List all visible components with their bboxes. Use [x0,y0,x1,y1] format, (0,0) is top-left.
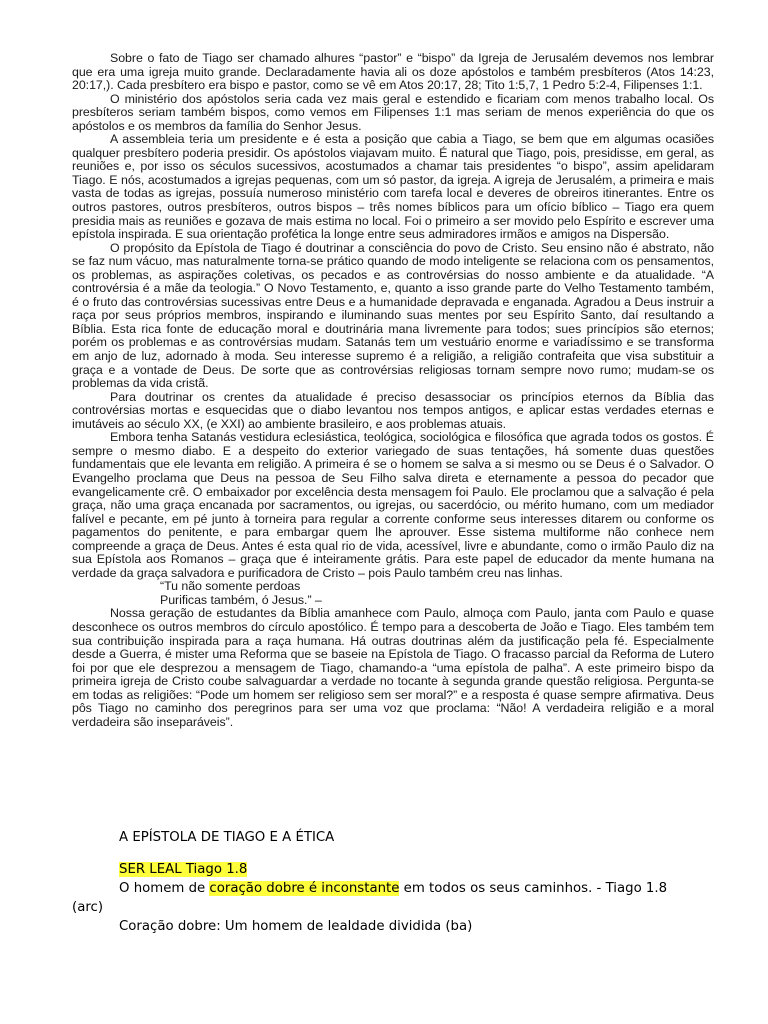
paragraph-geracao: Nossa geração de estudantes da Bíblia amanhece com Paulo, almoça com Paulo, janta com Paulo e quase desconhece os outros membros do círculo apostólico. É tempo para a descoberta de João e Tiago. Eles também tem sua contribuição inspirada para a raça humana. Há outras doutrinas além da justificação pela fé. Especialmente desde a Guerra, é mister uma Reforma que se baseie na Epístola de Tiago. O fracasso parcial da Reforma de Lutero foi por que ele desprezou a mensagem de Tiago, chamando-a “uma epístola de palha”. A este primeiro bispo da primeira igreja de Cristo coube salvaguardar a verdade no tocante à segunda grande questão religiosa. Pergunta-se em todas as religiões: “Pode um homem ser religioso sem ser moral?” e a resposta é quase sempre afirmativa. Deus pôs Tiago no caminho dos peregrinos para ser uma voz que proclama: “Não! A verdadeira religião e a moral verdadeira são inseparáveis”. [72,606,714,729]
verse-version: (arc) [72,900,104,915]
ethics-section [72,828,714,936]
verse-start: O homem de [119,881,210,896]
paragraph-satanas: Embora tenha Satanás vestidura eclesiástica, teológica, sociológica e filosófica que agrada todos os gostos. É sempre o mesmo diabo. E a despeito do exterior variegado de suas tentações, há somente duas questões fundamentais que ele levanta em religião. A primeira é se o homem se salva a si mesmo ou se Deus é o Salvador. O Evangelho proclama que Deus na pessoa de Seu Filho salva direta e eternamente a pessoa do pecador que evangelicamente crê. O embaixador por excelência desta mensagem foi Paulo. Ele proclamou que a salvação é pela graça, não uma graça encanada por sacramentos, ou igrejas, ou sacerdócio, ou mérito humano, com um mediador falível e pecante, em pé junto à torneira para regular a corrente conforme seus interesses ditarem ou conforme os pagamentos do penitente, e para embargar quem lhe aprouver. Esse sistema multiforme não conhece nem compreende a graça de Deus. Antes é esta qual rio de vida, acessível, livre e abundante, como o irmão Paulo diz na sua Epístola aos Romanos – graça que é inteiramente grátis. Para este papel de educador da mente humana na verdade da graça salvadora e purificadora de Cristo – pois Paulo também creu nas linhas. [72,430,714,580]
document-body [72,52,714,729]
paragraph-proposito: O propósito da Epístola de Tiago é doutrinar a consciência do povo de Cristo. Seu ensino não é abstrato, não se faz num vácuo, mas naturalmente torna-se prático quando de modo inteligente se relaciona com os pensamentos, os problemas, as aspirações coletivas, os pecados e as controvérsias do nosso ambiente e da atualidade. “A controvérsia é a mãe da teologia.” O Novo Testamento, e, quanto a isso grande parte do Velho Testamento também, é o fruto das controvérsias sucessivas entre Deus e a humanidade depravada e enganada. Agradou a Deus instruir a raça por seus próprios membros, inspirando e iluminando suas mentes por seu Espírito Santo, daí resultando a Bíblia. Esta rica fonte de educação moral e doutrinária mana livremente para todos; sues princípios são eternos; porém os problemas e as controvérsias mudam. Satanás tem um vestuário enorme e variadíssimo e se transforma em anjo de luz, adornado à moda. Seu interesse supremo é a religião, a religião contrafeita que visa substituir a graça e a vontade de Deus. De sorte que as controvérsias religiosas tornam sempre novo rumo; mudam-se os problemas da vida cristã. [72,240,714,391]
highlighted-subheading: SER LEAL Tiago 1.8 [119,862,248,877]
verse-highlight: coração dobre é inconstante [209,881,400,896]
paragraph-doutrinar: Para doutrinar os crentes da atualidade é preciso desassociar os princípios eternos da Bíblia das controvérsias mortas e esquecidas que o diabo levantou nos tempos antigos, e aplicar estas verdades eternas e imutáveis ao século XX, (e XXI) ao ambiente brasileiro, e aos problemas atuais. [72,389,714,431]
verse-line [72,879,714,898]
paragraph-ministerio: O ministério dos apóstolos seria cada vez mais geral e estendido e ficariam com menos trabalho local. Os presbíteros seriam também bispos, como vemos em Filipenses 1:1 mas seriam de menos experiência do que os apóstolos e os membros da família do Senhor Jesus. [72,91,714,133]
verse-end: em todos os seus caminhos. - Tiago 1.8 [399,881,668,896]
quote-line-1: “Tu não somente perdoas [160,579,301,594]
subheading-line [72,860,714,879]
definition-line: Coração dobre: Um homem de lealdade dividida (ba) [119,919,473,934]
quote-line-2: Purificas também, ó Jesus.” – [160,592,322,607]
paragraph-assembleia: A assembleia teria um presidente e é esta a posição que cabia a Tiago, se bem que em algumas ocasiões qualquer presbítero poderia presidir. Os apóstolos viajavam muito. É natural que Tiago, pois, presidisse, em geral, as reuniões e, por isso os séculos sucessivos, acostumados a chamar tais presidentes “o bispo”, assim apelidaram Tiago. E nós, acostumados a igrejas pequenas, com um só pastor, da igreja. A igreja de Jerusalém, a primeira e mais vasta de todas as igrejas, possuía numeroso ministério com tarefa local e deveres de obreiros itinerantes. Entre os outros pastores, outros presbíteros, outros bispos – três nomes bíblicos para um ofício bíblico – Tiago era quem presidia mais as reuniões e gozava de mais estima no local. Foi o primeiro a ser movido pelo Espírito e escrever uma epístola inspirada. E sua orientação profética la longe entre seus admiradores irmãos e amigos na Dispersão. [72,132,714,242]
paragraph-pastor-bispo: Sobre o fato de Tiago ser chamado alhures “pastor” e “bispo” da Igreja de Jerusalém devemos nos lembrar que era uma igreja muito grande. Declaradamente havia ali os doze apóstolos e também presbíteros (Atos 14:23, 20:17,). Cada presbítero era bispo e pastor, como se vê em Atos 20:17, 28; Tito 1:5,7, 1 Pedro 5:2-4, Filipenses 1:1. [72,51,714,93]
section-heading: A EPÍSTOLA DE TIAGO E A ÉTICA [119,830,335,845]
